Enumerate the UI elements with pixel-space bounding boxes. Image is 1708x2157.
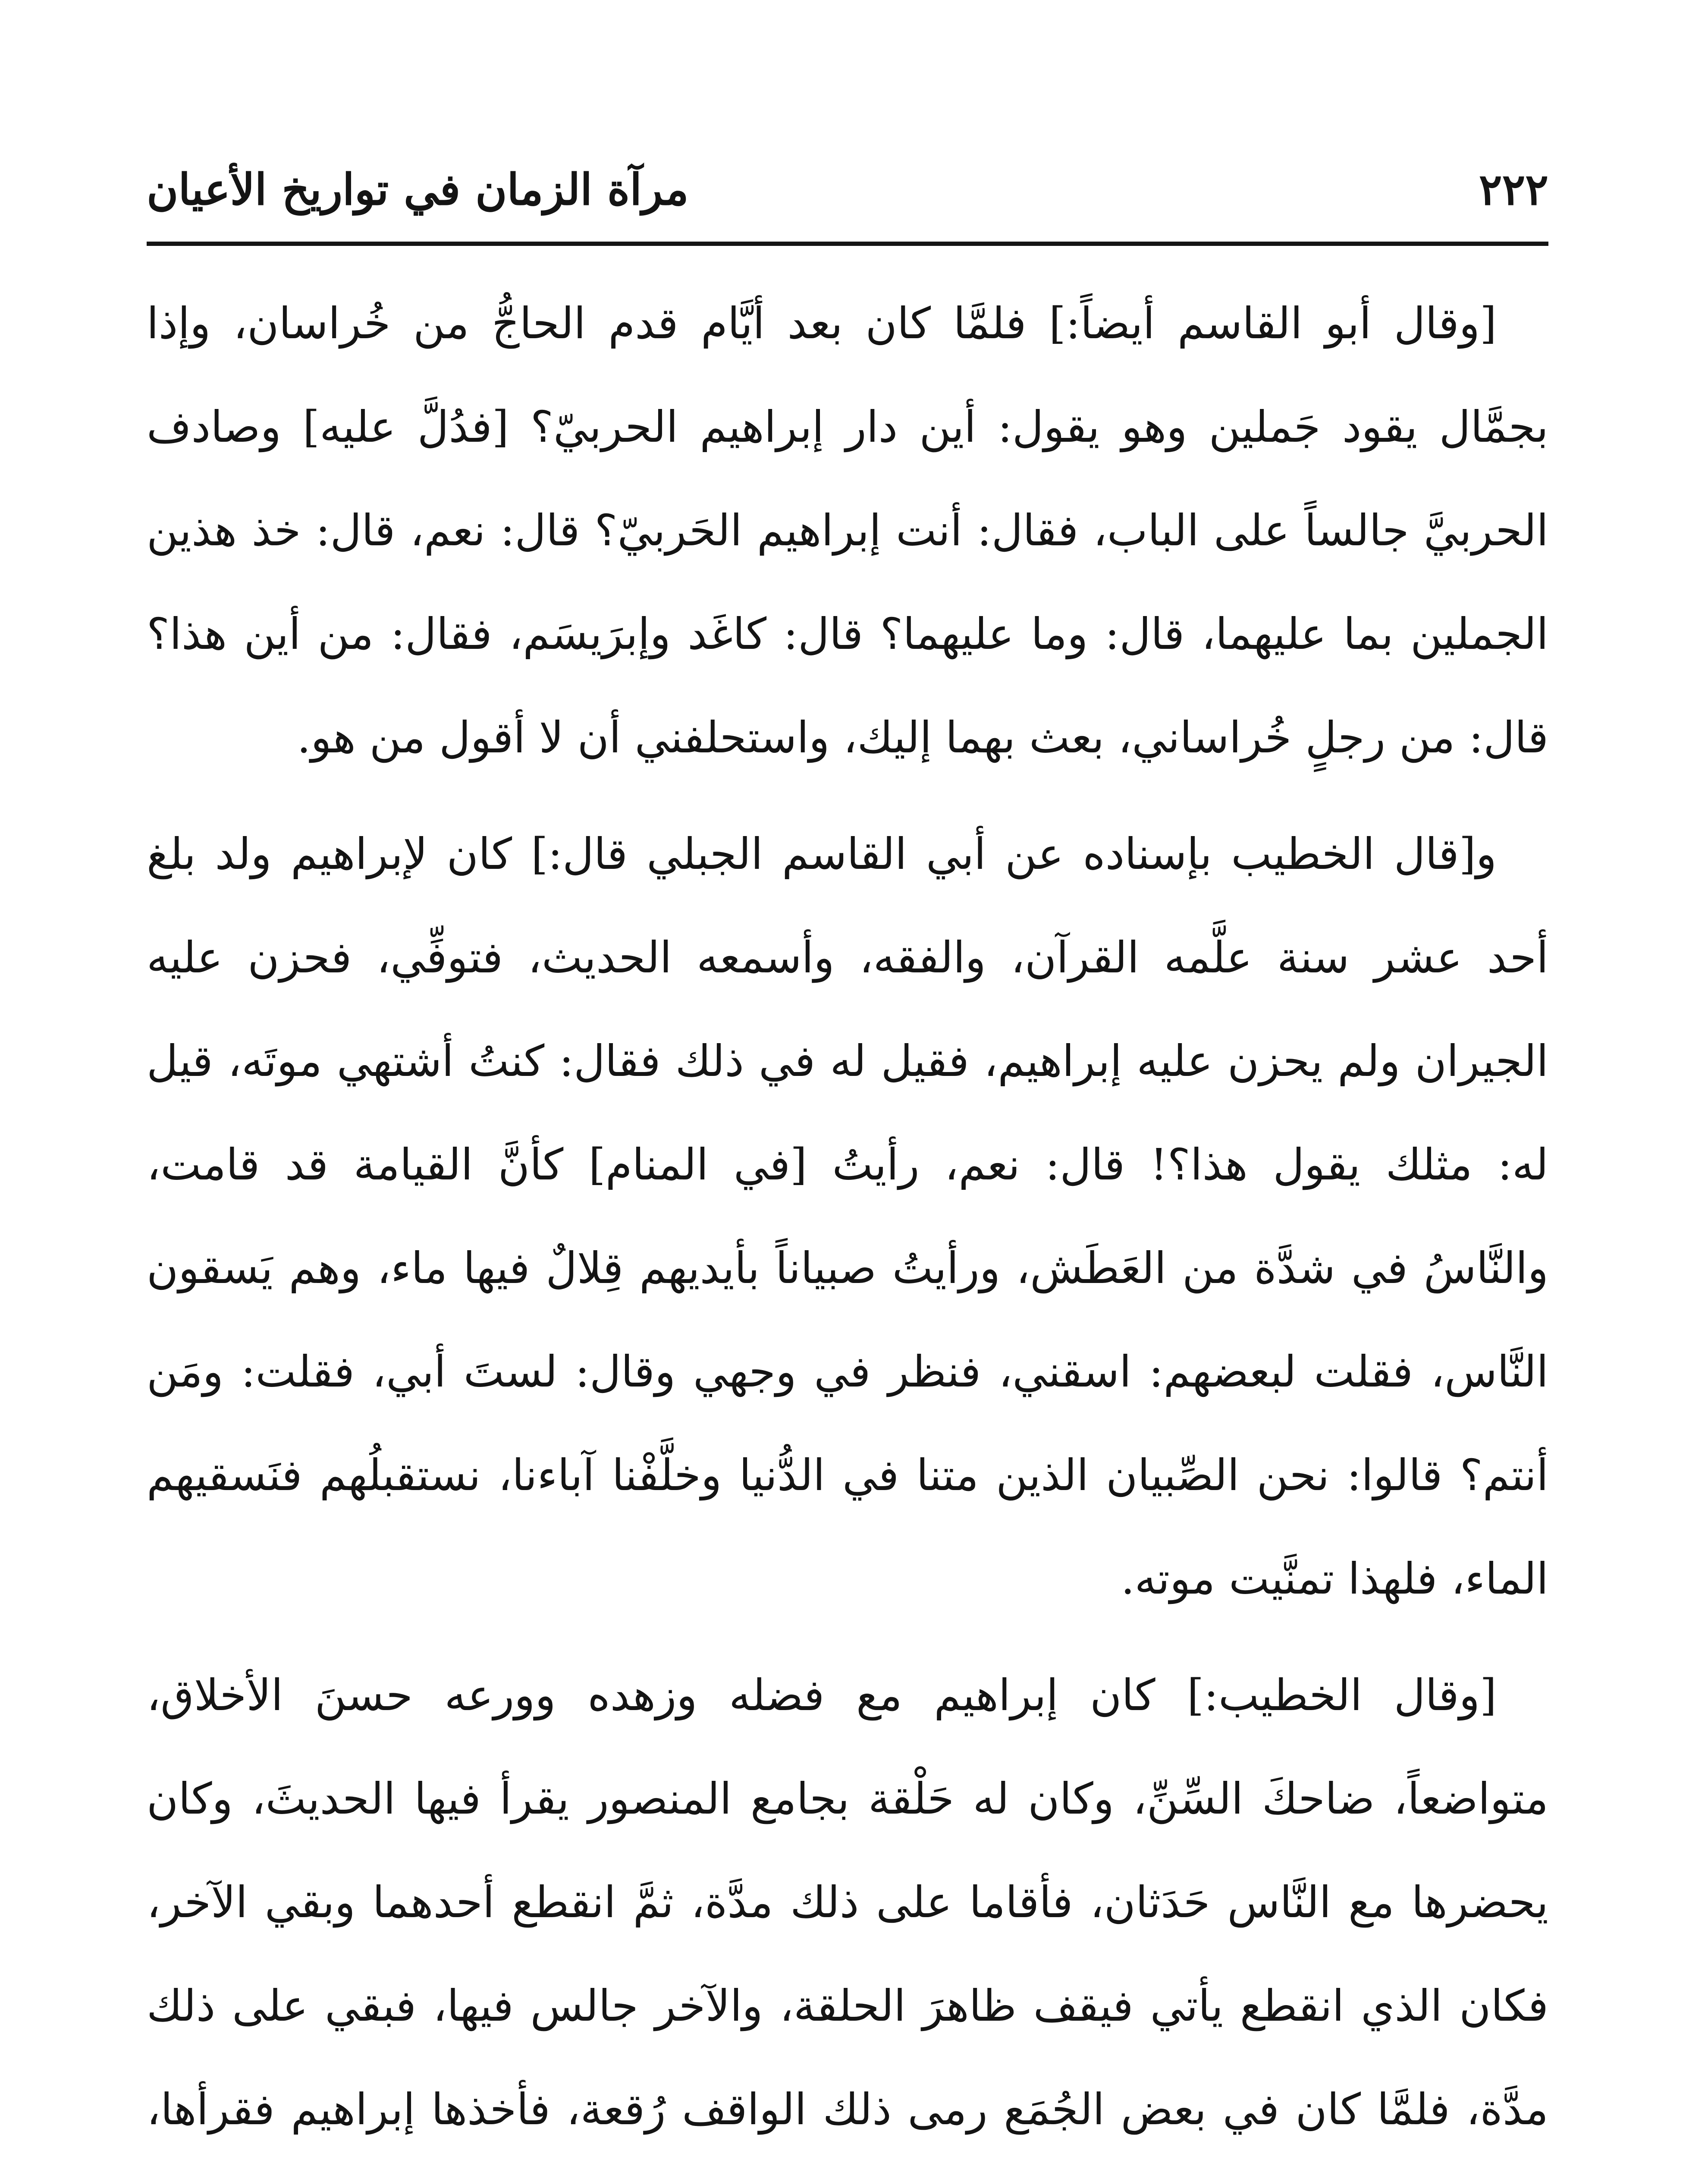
paragraph: [وقال أبو القاسم أيضاً:] فلمَّا كان بعد أيَّام قدم الحاجُّ من خُراسان، وإذا بجمَّال يقود جَملين وهو يقول: أين دار إبراهيم الحربيّ؟ [فدُلَّ عليه] وصادف الحربيَّ جالساً على الباب، فقال: أنت إبراهيم الحَربيّ؟ قال: نعم، قال: خذ هذين الجملين بما عليهما، قال: وما عليهما؟ قال: كاغَد وإبرَيسَم، فقال: من أين هذا؟ قال: من رجلٍ خُراساني، بعث بهما إليك، واستحلفني أن لا أقول من هو. xyxy=(147,298,1548,763)
running-header xyxy=(147,138,1548,246)
page-number: ٢٢٢ xyxy=(1479,164,1548,215)
paragraph: [وقال الخطيب:] كان إبراهيم مع فضله وزهده وورعه حسنَ الأخلاق، متواضعاً، ضاحكَ السِّنِّ، وكان له حَلْقة بجامع المنصور يقرأ فيها الحديثَ، وكان يحضرها مع النَّاس حَدَثان، فأقاما على ذلك مدَّة، ثمَّ انقطع أحدهما وبقي الآخر، فكان الذي انقطع يأتي فيقف ظاهرَ الحلقة، والآخر جالس فيها، فبقي على ذلك مدَّة، فلمَّا كان في بعض الجُمَع رمى ذلك الواقف رُقعة، فأخذها إبراهيم فقرأها، xyxy=(147,1670,1548,2135)
paragraph: و[قال الخطيب بإسناده عن أبي القاسم الجبلي قال:] كان لإبراهيم ولد بلغ أحد عشر سنة علَّمه القرآن، والفقه، وأسمعه الحديث، فتوفِّي، فحزن عليه الجيران ولم يحزن عليه إبراهيم، فقيل له في ذلك فقال: كنتُ أشتهي موتَه، قيل له: مثلك يقول هذا؟! قال: نعم، رأيتُ [في المنام] كأنَّ القيامة قد قامت، والنَّاسُ في شدَّة من العَطَش، ورأيتُ صبياناً بأيديهم قِلالٌ فيها ماء، وهم يَسقون النَّاس، فقلت لبعضهم: اسقني، فنظر في وجهي وقال: لستَ أبي، فقلت: ومَن أنتم؟ قالوا: نحن الصِّبيان الذين متنا في الدُّنيا وخلَّفْنا آباءنا، نستقبلُهم فنَسقيهم الماء، فلهذا تمنَّيت موته. xyxy=(147,829,1548,1604)
document-page xyxy=(147,138,1548,2157)
book-title: مرآة الزمان في تواريخ الأعيان xyxy=(147,164,689,215)
body-text xyxy=(147,272,1548,2157)
